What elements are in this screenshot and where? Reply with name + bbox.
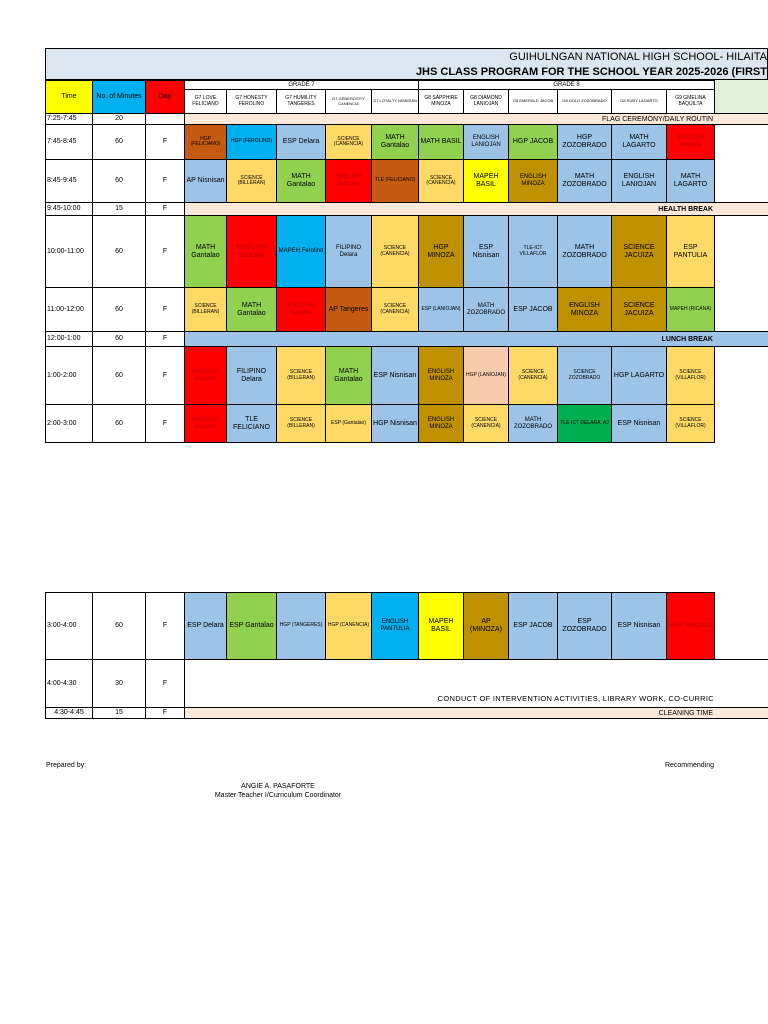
col-header-time: Time <box>45 80 93 114</box>
subject-cell: HGP (TANGERES) <box>276 592 326 660</box>
subject-cell: MAPEH BASIL <box>418 592 464 660</box>
subject-cell: HGP LAGARTO <box>611 346 667 405</box>
section-header: G8 GOLD ZOZOBRADO <box>557 89 612 114</box>
subject-cell: MATH Gantalao <box>276 159 326 203</box>
subject-cell: ENGLISH PANTULIA <box>371 592 419 660</box>
subject-cell: MATH Gantalao <box>184 215 227 288</box>
subject-cell: SCIENCE (BILLERAN) <box>276 346 326 405</box>
header-filler <box>714 80 768 113</box>
section-header: G8 RUBY LAGARTO <box>611 89 667 114</box>
subject-cell: HGP MINOZA <box>418 215 464 288</box>
day-cell: F <box>145 659 185 708</box>
subject-cell: MATH ZOZOBRADO <box>463 287 509 332</box>
day-cell: F <box>145 331 185 347</box>
subject-cell: SCIENCE (BILLERAN) <box>226 159 277 203</box>
day-cell: F <box>145 346 185 405</box>
section-header: G7 LOVE FELICIANO <box>184 89 227 114</box>
subject-cell: ESP Nisnisan <box>371 346 419 405</box>
subject-cell: ESP Delara <box>184 592 227 660</box>
subject-cell: AP (MINOZA) <box>463 592 509 660</box>
subject-cell: ESP Nisnisan <box>611 404 667 443</box>
subject-cell: MATH ZOZOBRADO <box>557 215 612 288</box>
section-header: G7 HONESTY FEROLINO <box>226 89 277 114</box>
time-cell: 3:00-4:00 <box>45 592 93 660</box>
recommending-label: Recommending <box>664 762 714 769</box>
subject-cell: ESP JACOB <box>508 592 558 660</box>
subject-cell: ENGLISH MINOZA <box>557 287 612 332</box>
time-cell: 12:00-1:00 <box>45 331 93 347</box>
subject-cell: HGP (LANIOJAN) <box>463 346 509 405</box>
subject-cell: ESP (LANIOJAN) <box>418 287 464 332</box>
full-width-activity: CONDUCT OF INTERVENTION ACTIVITIES, LIBRARY WORK, CO-CURRIC <box>184 659 768 708</box>
subject-cell: ESP Delara <box>276 124 326 160</box>
section-header: G7 GENEROSITY CANENCIA <box>325 89 372 114</box>
day-cell: F <box>145 124 185 160</box>
subject-cell: ESP PANTULIA <box>666 215 715 288</box>
school-name: GUIHULNGAN NATIONAL HIGH SCHOOL- HILAITA <box>509 51 767 63</box>
day-cell: F <box>145 404 185 443</box>
subject-cell: MATH ZOZOBRADO <box>508 404 558 443</box>
subject-cell: ENGLISH MINOZA <box>508 159 558 203</box>
minutes-cell: 60 <box>92 404 146 443</box>
subject-cell: SCIENCE JACUIZA <box>611 287 667 332</box>
subject-cell: HGP ZOZOBRADO <box>557 124 612 160</box>
subject-cell: MATH Gantalao <box>371 124 419 160</box>
subject-cell: SCIENCE (CANENCIA) <box>508 346 558 405</box>
subject-cell: AP Tangeres <box>325 287 372 332</box>
time-cell: 7:45-8:45 <box>45 124 93 160</box>
minutes-cell: 15 <box>92 707 146 719</box>
col-header-day: Day <box>145 80 185 114</box>
col-header-minutes: No. of Minutes <box>92 80 146 114</box>
time-cell: 11:00-12:00 <box>45 287 93 332</box>
subject-cell: AP Nisnisan <box>184 159 227 203</box>
minutes-cell: 15 <box>92 202 146 216</box>
full-width-activity: LUNCH BREAK <box>184 331 768 347</box>
prepared-by-label: Prepared by: <box>46 762 87 769</box>
time-cell: 7:25-7:45 <box>45 113 93 125</box>
subject-cell: ENGLISH Baquilta <box>226 215 277 288</box>
time-cell: 2:00-3:00 <box>45 404 93 443</box>
subject-cell: MATH LAGARTO <box>666 159 715 203</box>
minutes-cell: 60 <box>92 592 146 660</box>
day-cell: F <box>145 202 185 216</box>
subject-cell: SCIENCE (BILLERAN) <box>276 404 326 443</box>
day-cell: F <box>145 215 185 288</box>
day-cell: F <box>145 287 185 332</box>
subject-cell: SCIENCE (CANENCIA) <box>418 159 464 203</box>
time-cell: 9:45-10:00 <box>45 202 93 216</box>
section-header: G7 LOYALTY NISNISAN <box>371 89 419 114</box>
subject-cell: MATH Gantalao <box>325 346 372 405</box>
subject-cell: HGP Nisnisan <box>371 404 419 443</box>
subject-cell: ENGLISH Baquilta <box>666 124 715 160</box>
minutes-cell: 60 <box>92 159 146 203</box>
subject-cell: ESP Gantalao <box>226 592 277 660</box>
subject-cell: FILIPINO Delara <box>325 215 372 288</box>
subject-cell: TLE-ICT VILLAFLOR <box>508 215 558 288</box>
full-width-activity: HEALTH BREAK <box>184 202 768 216</box>
subject-cell: ESP Nisnisan <box>611 592 667 660</box>
subject-cell: TLE FELICIANO <box>226 404 277 443</box>
full-width-activity: CLEANING TIME <box>184 707 768 719</box>
subject-cell: ENGLISH LANIOJAN <box>611 159 667 203</box>
minutes-cell: 20 <box>92 113 146 125</box>
subject-cell: HGP Baquilta <box>666 592 715 660</box>
subject-cell: SCIENCE (CANENCIA) <box>325 124 372 160</box>
subject-cell: SCIENCE ZOZOBRADO <box>557 346 612 405</box>
subject-cell: SCIENCE (BILLERAN) <box>184 287 227 332</box>
subject-cell: HGP JACOB <box>508 124 558 160</box>
subject-cell: ENGLISH Baquilta <box>184 404 227 443</box>
subject-cell: MAPEH BASIL <box>463 159 509 203</box>
minutes-cell: 60 <box>92 124 146 160</box>
title-header-bar <box>45 48 768 80</box>
subject-cell: HGP (FELICIANO) <box>184 124 227 160</box>
subject-cell: ENGLISH MINOZA <box>418 346 464 405</box>
subject-cell: ESP Nisnisan <box>463 215 509 288</box>
subject-cell: ENGLISH MINOZA <box>418 404 464 443</box>
time-cell: 1:00-2:00 <box>45 346 93 405</box>
day-cell: F <box>145 707 185 719</box>
minutes-cell: 30 <box>92 659 146 708</box>
minutes-cell: 60 <box>92 287 146 332</box>
minutes-cell: 60 <box>92 346 146 405</box>
subject-cell: SCIENCE JACUIZA <box>611 215 667 288</box>
time-cell: 4:00-4:30 <box>45 659 93 708</box>
subject-cell: ESP JACOB <box>508 287 558 332</box>
subject-cell: ESP (Gantalao) <box>325 404 372 443</box>
section-header: G8 EMERALD JACOB <box>508 89 558 114</box>
subject-cell: ENGLISH LANIOJAN <box>463 124 509 160</box>
full-width-activity: FLAG CEREMONY/DAILY ROUTIN <box>184 113 768 125</box>
minutes-cell: 60 <box>92 215 146 288</box>
day-cell: F <box>145 592 185 660</box>
section-header: G9 GMELINA BAQUILTA <box>666 89 715 114</box>
time-cell: 8:45-9:45 <box>45 159 93 203</box>
section-header: G7 HUMILITY TANGERES <box>276 89 326 114</box>
section-header: G8 SAPPHIRE MINOZA <box>418 89 464 114</box>
subject-cell: SCIENCE (CANENCIA) <box>371 287 419 332</box>
subject-cell: MATH ZOZOBRADO <box>557 159 612 203</box>
subject-cell: SCIENCE (VILLAFLOR) <box>666 346 715 405</box>
coordinator-name: ANGIE A. PASAFORTE <box>241 783 315 790</box>
grade7-header: GRADE 7 <box>184 80 419 90</box>
grade8-header: GRADE 8 <box>418 80 715 90</box>
subject-cell: TLE-ICT DELARA, AJ <box>557 404 612 443</box>
subject-cell: SCIENCE (CANENCIA) <box>371 215 419 288</box>
day-cell: F <box>145 159 185 203</box>
subject-cell: TLE (FELICIANO) <box>371 159 419 203</box>
subject-cell: MATH Gantalao <box>226 287 277 332</box>
subject-cell: ENGLISH Baquilta <box>325 159 372 203</box>
minutes-cell: 60 <box>92 331 146 347</box>
program-title: JHS CLASS PROGRAM FOR THE SCHOOL YEAR 2025-2026 (FIRST <box>415 66 767 78</box>
coordinator-position: Master Teacher I/Curriculum Coordinator <box>214 792 342 799</box>
subject-cell: FILIPINO Delara <box>226 346 277 405</box>
time-cell: 10:00-11:00 <box>45 215 93 288</box>
subject-cell: MAPEH (RICANA) <box>666 287 715 332</box>
subject-cell: HGP (CANENCIA) <box>325 592 372 660</box>
subject-cell: HGP (FEROLINO) <box>226 124 277 160</box>
subject-cell: MAPEH Ferolino <box>276 215 326 288</box>
subject-cell: ENGLISH Baquilta <box>276 287 326 332</box>
subject-cell: ESP ZOZOBRADO <box>557 592 612 660</box>
subject-cell: MATH BASIL <box>418 124 464 160</box>
subject-cell: ENGLISH Baquilta <box>184 346 227 405</box>
time-cell: 4:30-4:45 <box>45 707 93 719</box>
subject-cell: MATH LAGARTO <box>611 124 667 160</box>
subject-cell: SCIENCE (CANENCIA) <box>463 404 509 443</box>
subject-cell: SCIENCE (VILLAFLOR) <box>666 404 715 443</box>
section-header: G8 DIAMOND LANIOJAN <box>463 89 509 114</box>
